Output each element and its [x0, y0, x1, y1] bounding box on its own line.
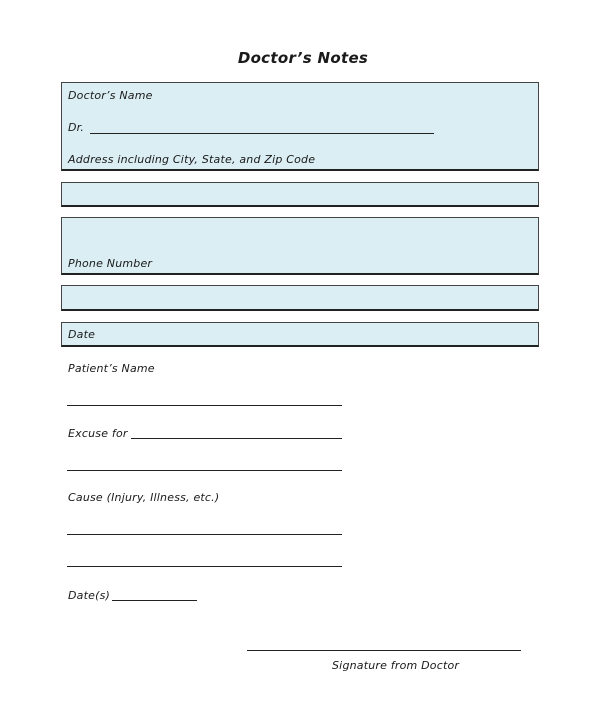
- form-title: Doctor’s Notes: [237, 49, 369, 67]
- patient-name-label: Patient’s Name: [68, 362, 155, 375]
- doctor-name-field[interactable]: [90, 133, 434, 134]
- dr-prefix-label: Dr.: [68, 121, 85, 134]
- cause-field-line-2[interactable]: [67, 566, 342, 567]
- date-field-box[interactable]: [61, 322, 539, 347]
- signature-label: Signature from Doctor: [332, 659, 460, 672]
- excuse-field[interactable]: [131, 438, 342, 439]
- signature-field[interactable]: [247, 650, 521, 651]
- phone-field-box[interactable]: [61, 285, 539, 311]
- dates-label: Date(s): [68, 589, 111, 602]
- address-label: Address including City, State, and Zip Code: [68, 153, 316, 166]
- cause-field-line-1[interactable]: [67, 534, 342, 535]
- date-label: Date: [68, 328, 96, 341]
- dates-field[interactable]: [112, 600, 197, 601]
- patient-name-field[interactable]: [67, 405, 342, 406]
- excuse-label: Excuse for: [68, 427, 128, 440]
- cause-label: Cause (Injury, Illness, etc.): [68, 491, 220, 504]
- address-field-box[interactable]: [61, 182, 539, 207]
- phone-label: Phone Number: [68, 257, 153, 270]
- excuse-field-line-2[interactable]: [67, 470, 342, 471]
- doctor-name-label: Doctor’s Name: [68, 89, 153, 102]
